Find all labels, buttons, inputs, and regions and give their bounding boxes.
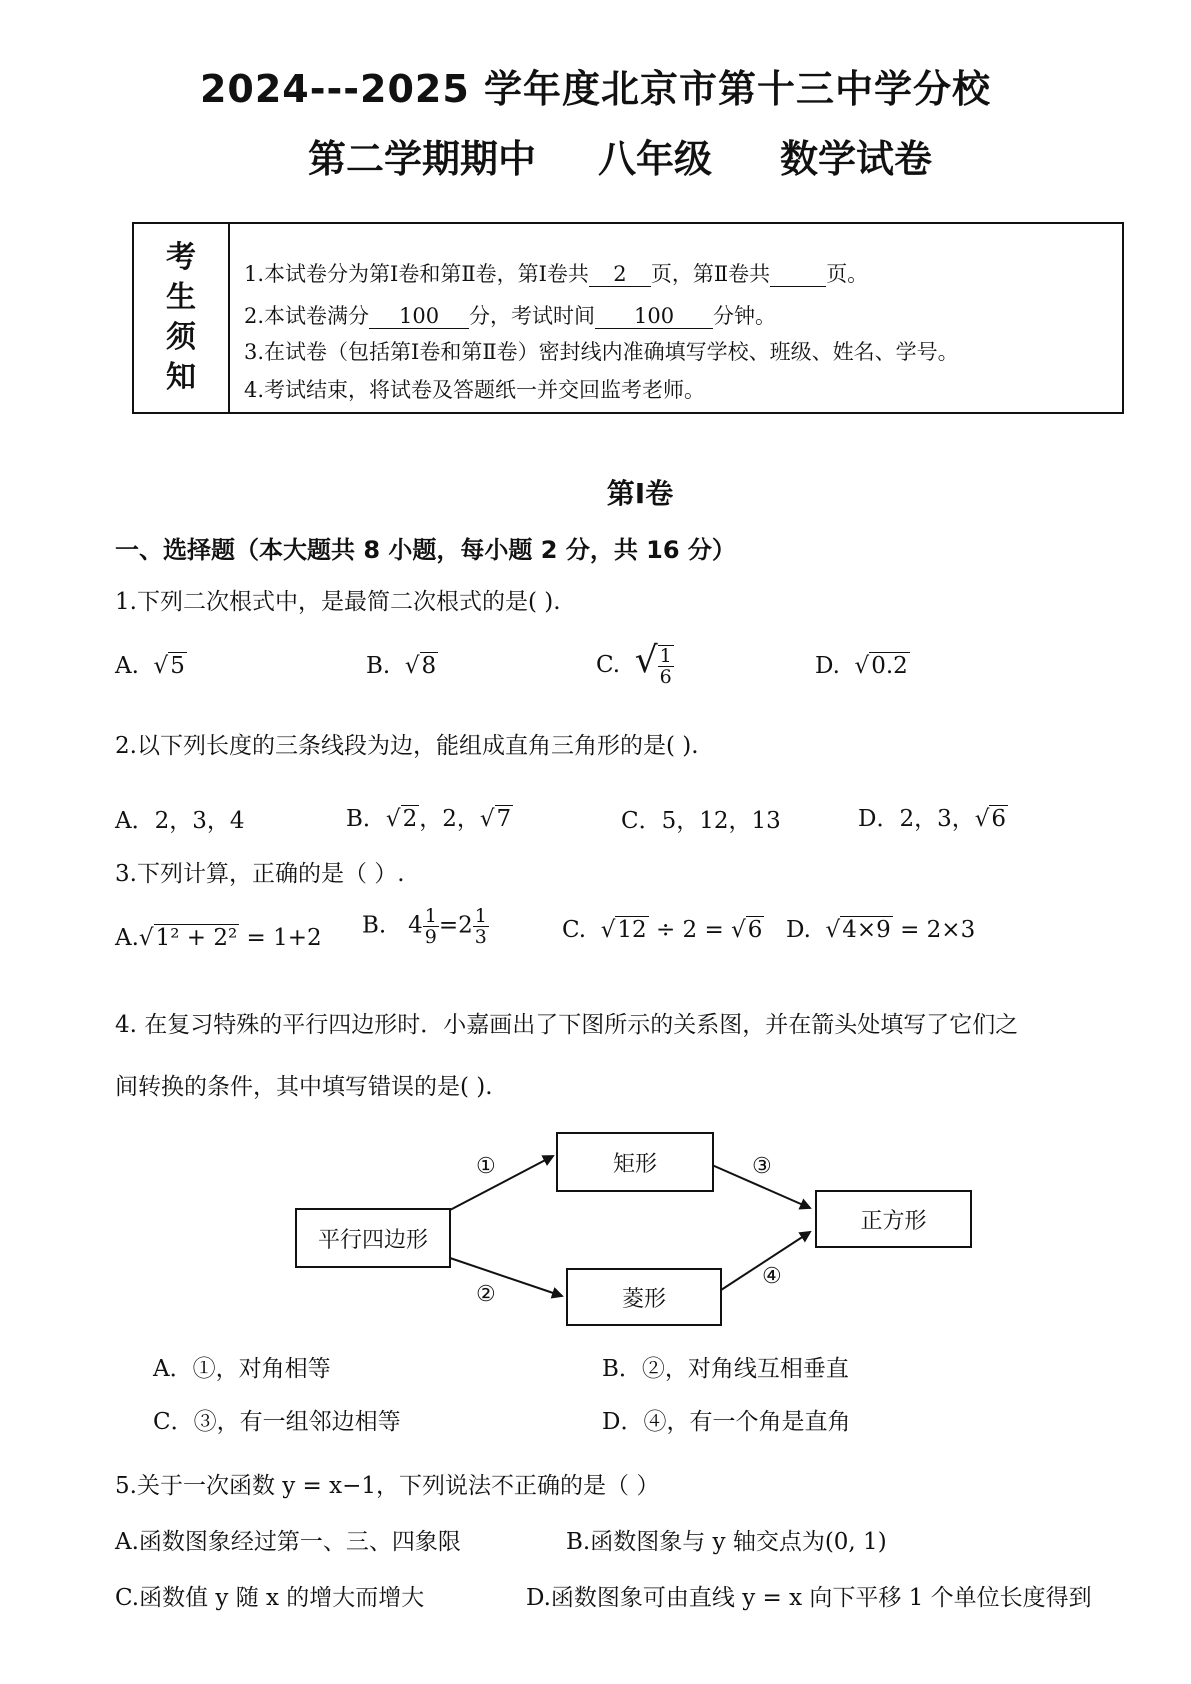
exam-time-blank: 100 — [595, 304, 713, 329]
q2-option-a: A．2，3，4 — [115, 808, 245, 834]
q1-option-b: B. √8 — [366, 653, 437, 679]
box-rhombus: 菱形 — [566, 1268, 722, 1326]
notice-side-char: 须 — [166, 320, 196, 355]
volume-title: 第Ⅰ卷 — [606, 477, 674, 510]
mark-1: ① — [476, 1154, 496, 1179]
notice-line-4: 4.考试结束，将试卷及答题纸一并交回监考老师。 — [244, 378, 706, 402]
q3-option-c: C. √12 ÷ 2 = √6 — [562, 917, 763, 943]
notice-line-1: 1.本试卷分为第Ⅰ卷和第Ⅱ卷，第Ⅰ卷共 2 页，第Ⅱ卷共 页。 — [244, 262, 869, 286]
exam-grade-title: 八年级 — [598, 137, 713, 181]
notice-line-2: 2.本试卷满分 100 分，考试时间 100 分钟。 — [244, 304, 777, 328]
exam-term-title: 第二学期期中 — [308, 137, 537, 181]
arrow-2 — [450, 1258, 562, 1296]
q3-option-a: A.√1² + 2² = 1+2 — [115, 925, 322, 951]
notice-side-char: 生 — [166, 280, 196, 315]
q2-stem: 2.以下列长度的三条线段为边，能组成直角三角形的是( ). — [115, 733, 699, 759]
q5-option-d: D.函数图象可由直线 y = x 向下平移 1 个单位长度得到 — [526, 1585, 1092, 1611]
q3-stem: 3.下列计算，正确的是（ ）. — [115, 861, 405, 887]
box-square: 正方形 — [815, 1190, 972, 1248]
q5-option-a: A.函数图象经过第一、三、四象限 — [115, 1529, 461, 1555]
q4-option-c: C．③，有一组邻边相等 — [153, 1409, 401, 1435]
arrow-1 — [450, 1156, 553, 1210]
notice-side-char: 知 — [166, 360, 196, 395]
exam-school-title: 2024---2025 学年度北京市第十三中学分校 — [199, 67, 992, 111]
q1-stem: 1.下列二次根式中，是最简二次根式的是( ). — [115, 589, 561, 615]
q4-stem-line2: 间转换的条件，其中填写错误的是( ). — [115, 1074, 493, 1100]
q4-option-d: D．④，有一个角是直角 — [602, 1409, 851, 1435]
notice-side-char: 考 — [166, 240, 196, 275]
mark-4: ④ — [762, 1264, 782, 1289]
part1-title: 一、选择题（本大题共 8 小题，每小题 2 分，共 16 分） — [115, 536, 736, 564]
q2-option-c: C．5，12，13 — [621, 808, 781, 834]
q1-option-a: A. √5 — [115, 653, 185, 679]
q3-option-b: B. 4 $\frac{1}{9}$ =2 $\frac{1}{3}$ — [362, 905, 487, 948]
q1-option-d: D. √0.2 — [815, 653, 908, 679]
q3-option-d: D. √4×9 = 2×3 — [786, 917, 976, 943]
box-parallelogram: 平行四边形 — [295, 1208, 451, 1268]
q4-stem-line1: 4. 在复习特殊的平行四边形时．小嘉画出了下图所示的关系图，并在箭头处填写了它们之 — [115, 1012, 1019, 1038]
q1-option-c: C. √ $\frac{1}{6}$ — [596, 640, 672, 688]
mark-3: ③ — [752, 1154, 772, 1179]
q5-stem: 5.关于一次函数 y = x−1，下列说法不正确的是（ ） — [115, 1473, 660, 1499]
full-score-blank: 100 — [369, 304, 469, 329]
q2-option-b: B．√2，2，√7 — [346, 806, 512, 832]
q2-option-d: D．2，3，√6 — [858, 806, 1007, 832]
q4-option-a: A．①，对角相等 — [153, 1356, 331, 1382]
box-rectangle: 矩形 — [556, 1132, 714, 1192]
q5-option-c: C.函数值 y 随 x 的增大而增大 — [115, 1585, 425, 1611]
notice-line-3: 3.在试卷（包括第Ⅰ卷和第Ⅱ卷）密封线内准确填写学校、班级、姓名、学号。 — [244, 340, 959, 364]
q4-option-b: B．②，对角线互相垂直 — [602, 1356, 849, 1382]
mark-2: ② — [476, 1282, 496, 1307]
pages-vol1-blank: 2 — [589, 262, 651, 287]
exam-subject-title: 数学试卷 — [780, 137, 933, 181]
q5-option-b: B.函数图象与 y 轴交点为(0, 1) — [566, 1529, 887, 1555]
